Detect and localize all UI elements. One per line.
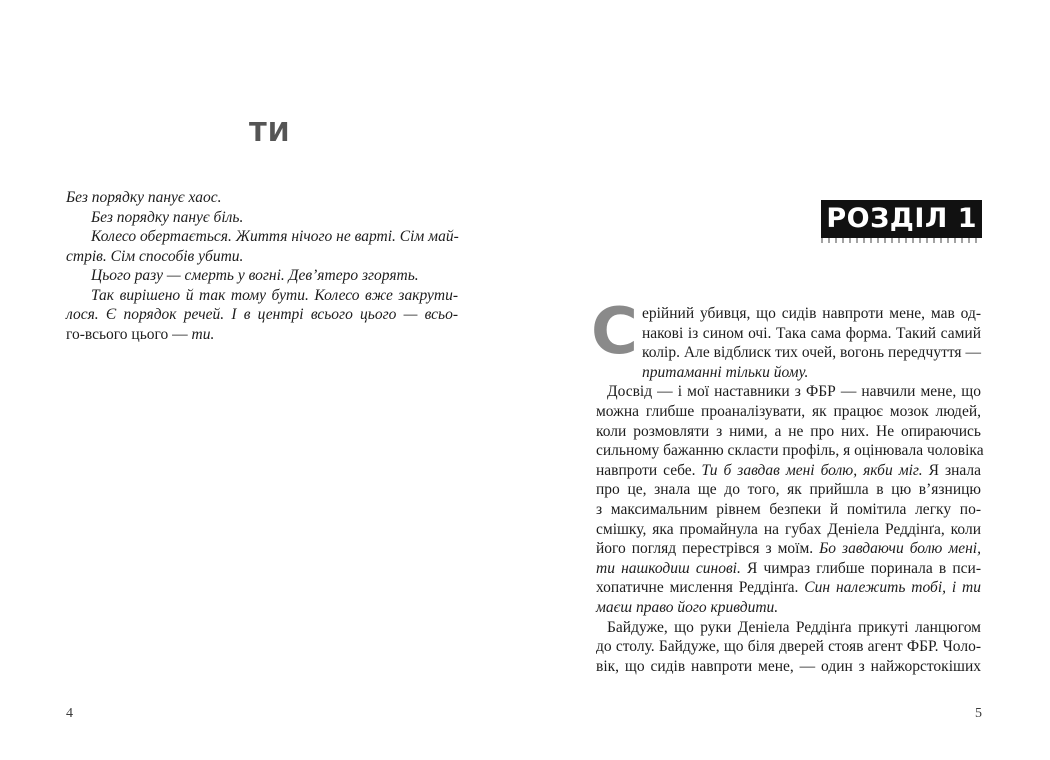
body-line: сильному бажанню скласти профіль, я оцінювала чоловіка (596, 442, 984, 460)
body-line: ерійний убивця, що сидів навпроти мене, мав од- (642, 305, 981, 322)
body-line: Байдуже, що руки Деніела Реддінґа прикуті ланцюгом (607, 618, 981, 636)
chapter-body (596, 304, 984, 676)
body-line: смішку, яка промайнула на губах Деніела Реддінґа, коли (596, 520, 981, 538)
epigraph-line: Колесо обертається. Життя нічого не варті. Сім май- (91, 228, 459, 245)
body-line: коли розмовляти з ними, а не про них. Не опираючись (596, 422, 981, 440)
epigraph-line: Цього разу — смерть у вогні. Дев’ятеро згорять. (91, 267, 419, 284)
body-line: накові із сином очі. Така сама форма. Такий самий (642, 324, 981, 342)
body-italic: ти нашкодиш синові. (596, 559, 741, 577)
body-text: його погляд перестрівся з моїм. (596, 540, 820, 558)
body-line-mixed (596, 539, 981, 559)
body-line: маєш право його кривдити. (596, 598, 779, 616)
epigraph-emphasis: ти. (191, 325, 215, 343)
body-line: колір. Але відблиск тих очей, вогонь передчуття — (642, 344, 981, 362)
epigraph-line: Так вирішено й так тому бути. Колесо вже закрути- (91, 286, 458, 304)
body-text: Я знала (922, 461, 981, 479)
epigraph-line: Без порядку панує біль. (91, 208, 244, 226)
epigraph-line: лося. Є порядок речей. І в центрі всього цього — всьо- (66, 306, 458, 323)
body-line-mixed (596, 461, 981, 481)
drop-cap: С (591, 295, 638, 369)
section-title: ТИ (249, 118, 291, 148)
body-line: можна глибше проаналізувати, як працює мозок людей, (596, 402, 981, 420)
chapter-label: РОЗДІЛ 1 (826, 203, 977, 234)
body-text: Я чимраз глибше поринала в пси- (740, 559, 981, 577)
body-line-mixed (596, 578, 981, 598)
grunge-texture (821, 238, 982, 243)
epigraph (66, 188, 458, 344)
body-line: вік, що сидів навпроти мене, — один з найжорстокіших (596, 657, 981, 675)
body-text: навпроти себе. (596, 461, 702, 479)
page-number-right: 5 (975, 706, 982, 721)
page-number-left: 4 (66, 706, 73, 721)
body-line-mixed (596, 559, 981, 579)
body-italic: Бо завдаючи болю мені, (819, 540, 981, 558)
epigraph-text: го-всього цього — (66, 325, 192, 343)
chapter-heading (821, 200, 982, 238)
epigraph-line: стрів. Сім способів убити. (66, 247, 244, 265)
body-line: до столу. Байдуже, що біля дверей стояв агент ФБР. Чоло- (596, 638, 981, 656)
body-line: притаманні тільки йому. (642, 363, 809, 381)
epigraph-line: Без порядку панує хаос. (66, 189, 222, 206)
body-italic: Ти б завдав мені болю, якби міг. (701, 461, 923, 479)
body-line: про це, знала ще до того, як прийшла в цю в’язницю (596, 481, 981, 499)
body-line: з максимальним рівнем безпеки й помітила легку по- (596, 500, 981, 518)
epigraph-line-final (66, 325, 458, 345)
body-italic: Син належить тобі, і ти (804, 579, 981, 597)
body-text: хопатичне мислення Реддінґа. (596, 579, 805, 597)
body-line: Досвід — і мої наставники з ФБР — навчили мене, що (607, 383, 981, 401)
